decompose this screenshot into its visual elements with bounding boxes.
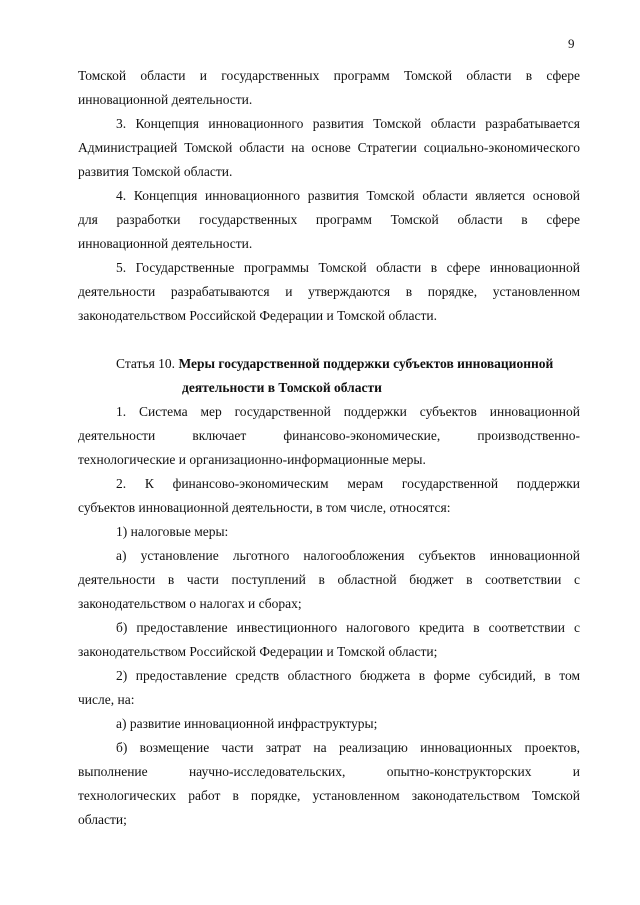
paragraph-line: инновационной деятельности. <box>78 236 253 251</box>
paragraph-line: области; <box>78 812 127 827</box>
paragraph-line: законодательством Российской Федерации и Томской области; <box>78 644 438 659</box>
paragraph-line: 3. Концепция инновационного развития Томской области разрабатывается <box>116 116 580 131</box>
paragraph-line: числе, на: <box>78 692 135 707</box>
paragraph-line: инновационной деятельности. <box>78 92 253 107</box>
paragraph-line: 5. Государственные программы Томской области в сфере инновационной <box>116 260 580 275</box>
paragraph-line: технологических работ в порядке, установленном законодательством Томской <box>78 788 580 803</box>
article-label: Статья 10. <box>116 356 176 371</box>
page-number: 9 <box>568 36 575 51</box>
paragraph-line: а) установление льготного налогообложения субъектов инновационной <box>116 548 580 563</box>
paragraph-line: 4. Концепция инновационного развития Томской области является основой <box>116 188 580 203</box>
paragraph-line: б) возмещение части затрат на реализацию инновационных проектов, <box>116 740 580 755</box>
paragraph-line: деятельности включает финансово-экономические, производственно- <box>78 428 580 443</box>
paragraph-line: 2) предоставление средств областного бюджета в форме субсидий, в том <box>116 668 580 683</box>
paragraph-line: 1. Система мер государственной поддержки субъектов инновационной <box>116 404 580 419</box>
article-heading-continued <box>182 380 580 396</box>
paragraph-line: Томской области и государственных программ Томской области в сфере <box>78 68 580 83</box>
paragraph-line: законодательством Российской Федерации и Томской области. <box>78 308 438 323</box>
paragraph-line: развития Томской области. <box>78 164 233 179</box>
paragraph-line: б) предоставление инвестиционного налогового кредита в соответствии с <box>116 620 580 635</box>
paragraph-line: деятельности разрабатываются и утверждаются в порядке, установленном <box>78 284 580 299</box>
paragraph-line: выполнение научно-исследовательских, опытно-конструкторских и <box>78 764 580 779</box>
paragraph-line: субъектов инновационной деятельности, в том числе, относятся: <box>78 500 451 515</box>
article-title: деятельности в Томской области <box>182 380 382 395</box>
paragraph-line: 2. К финансово-экономическим мерам государственной поддержки <box>116 476 580 491</box>
paragraph-line: для разработки государственных программ Томской области в сфере <box>78 212 580 227</box>
paragraph-line: законодательством о налогах и сборах; <box>78 596 302 611</box>
paragraph-line: 1) налоговые меры: <box>116 524 229 539</box>
article-title: Меры государственной поддержки субъектов инновационной <box>178 356 554 371</box>
paragraph-line: технологические и организационно-информационные меры. <box>78 452 426 467</box>
article-heading <box>116 356 580 372</box>
paragraph-line: Администрацией Томской области на основе Стратегии социально-экономического <box>78 140 580 155</box>
paragraph-line: деятельности в части поступлений в областной бюджет в соответствии с <box>78 572 580 587</box>
paragraph-line: а) развитие инновационной инфраструктуры; <box>116 716 378 731</box>
